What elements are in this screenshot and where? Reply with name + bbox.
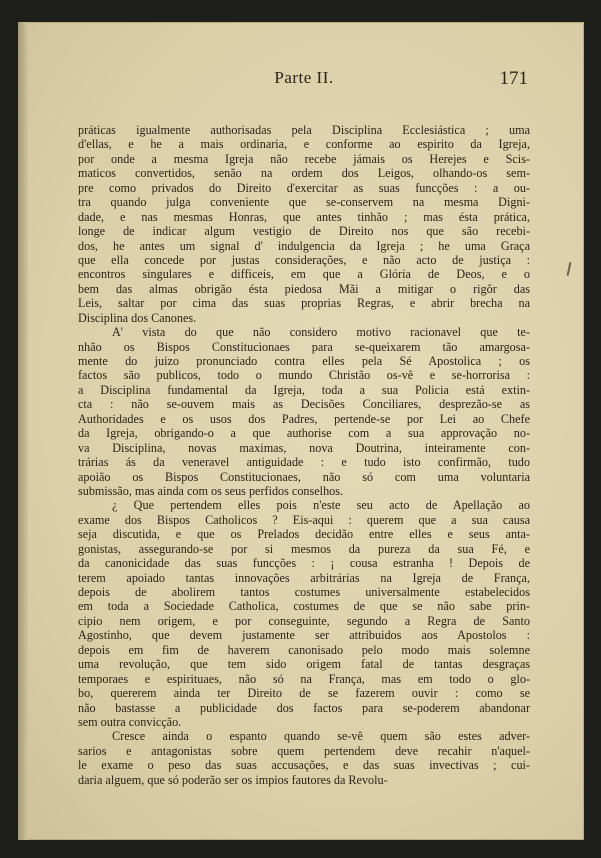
text-line: depois em fim de haverem canonisado pelo modo mais solemne [78,642,530,657]
text-line: tra quando julga conveniente que se-conservem na mesma Digni- [78,195,530,210]
text-line: maticos convertidos, senão na ordem dos Leigos, olhando-os sem- [78,166,530,181]
text-line: sarios e antagonistas sobre quem pertendem deve recahir n'aquel- [78,743,530,758]
text-line: factos são publicos, todo o mundo Christão os-vê e se-horrorisa : [78,368,530,383]
text-line: práticas igualmente authorisadas pela Disciplina Ecclesiástica ; uma [78,123,530,137]
text-line: A' vista do que não considero motivo racionavel que te- [112,325,530,340]
text-line: Leis, saltar por cima das suas proprias Regras, e abrir brecha na [78,296,530,311]
text-line: exame dos Bispos Catholicos ? Eis-aqui : querem que a sua causa [78,512,530,527]
text-line: terem apoiado tantas innovações arbitrárias na Igreja de França, [78,570,530,585]
text-line: le exame o peso das suas accusações, e das suas invectivas ; cui- [78,758,530,773]
text-line: ¿ Que pertendem elles pois n'este seu acto de Apellação ao [112,498,530,513]
text-line: em toda a Sociedade Catholica, costumes de que se não sabe prin- [78,599,530,614]
text-line: nhão os Bispos Constitucionaes para se-queixarem tão amargosa- [78,339,530,354]
text-line: longe de indicar algum vestigio de Direito nos que são recebi- [78,224,530,239]
text-line: Disciplina dos Canones. [78,310,197,325]
running-head: Parte II. [274,68,334,87]
text-line: encontros singulares e difficeis, em que a Glória de Deos, e o [78,267,530,282]
paragraph [78,123,530,325]
page-binding-edge [18,22,28,840]
text-line: sem outra convicção. [78,714,182,729]
text-line: a Disciplina fundamental da Igreja, toda a sua Policia está extin- [78,382,530,397]
text-line: depois de abolirem tantos costumes universalmente estabelecidos [78,585,530,599]
paragraph [78,498,530,729]
text-line: dade, e nas mesmas Honras, que antes tinhão ; mas ésta prática, [78,209,530,224]
text-line: não bastasse a publicidade dos factos para se-poderem abandonar [78,700,530,715]
page-number: 171 [499,68,528,89]
text-line: daria alguem, que só poderão ser os impios fautores da Revolu- [78,772,388,787]
text-line: apoião os Bispos Constitucionaes, não só com uma voluntaria [78,469,530,484]
text-line: temporaes e espirituaes, não só na França, mas em todo o glo- [78,671,530,686]
text-line: seja discutida, e que os Prelados decidão entre elles e seus anta- [78,527,530,542]
margin-pencil-mark [567,262,572,276]
text-line: por onde a mesma Igreja não recebe jámais os Herejes e Scis- [78,151,530,166]
text-line: va Disciplina, novas maximas, nova Doutrina, inteiramente con- [78,440,530,455]
text-line: bo, quererem ainda ter Direito de se fazerem ouvir : como se [78,686,530,701]
text-line: trárias ás da veneravel antiguidade : e tudo isto confirmão, tudo [78,455,530,470]
body-text [78,123,530,787]
text-line: mente do juizo pronunciado contra elles pela Sé Apostolica ; os [78,354,530,368]
page-header [78,64,530,94]
text-line: cta : não se-ouvem mais as Decisões Conciliares, desprezão-se as [78,397,530,412]
text-line: d'ellas, e he a mais ordinaria, e conforme ao espirito da Igreja, [78,137,530,152]
text-line: bem das almas obrigão ésta piedosa Mãi a mitigar o rigôr das [78,281,530,296]
text-line: Agostinho, que devem justamente ser attribuidos aos Apostolos : [78,628,530,643]
text-line: cipio nem origem, e por conseguinte, segundo a Regra de Santo [78,613,530,628]
text-line: Authoridades e os usos dos Padres, pertende-se por Lei ao Chefe [78,411,530,426]
text-line: Cresce ainda o espanto quando se-vê quem são estes adver- [112,729,530,744]
text-line: dos, he antes um signal d' indulgencia da Igreja ; he uma Graça [78,238,530,253]
text-line: uma revolução, que tem sido origem fatal de tantas desgraças [78,657,530,672]
paragraph [78,729,530,787]
text-line: submissão, mas ainda com os seus perfidos conselhos. [78,483,344,498]
paragraph [78,325,530,498]
text-line: pre como privados do Direito d'exercitar as suas funcções : a ou- [78,180,530,195]
text-line: gonistas, assegurando-se por si mesmos da pureza da sua Fé, e [78,541,530,556]
text-line: que ella concede por justas considerações, e não acto de justiça : [78,252,530,267]
text-line: da Igreja, obrigando-o a que authorise com a sua approvação no- [78,426,530,441]
text-line: da canonicidade das suas funcções : ¡ cousa estranha ! Depois de [78,556,530,571]
